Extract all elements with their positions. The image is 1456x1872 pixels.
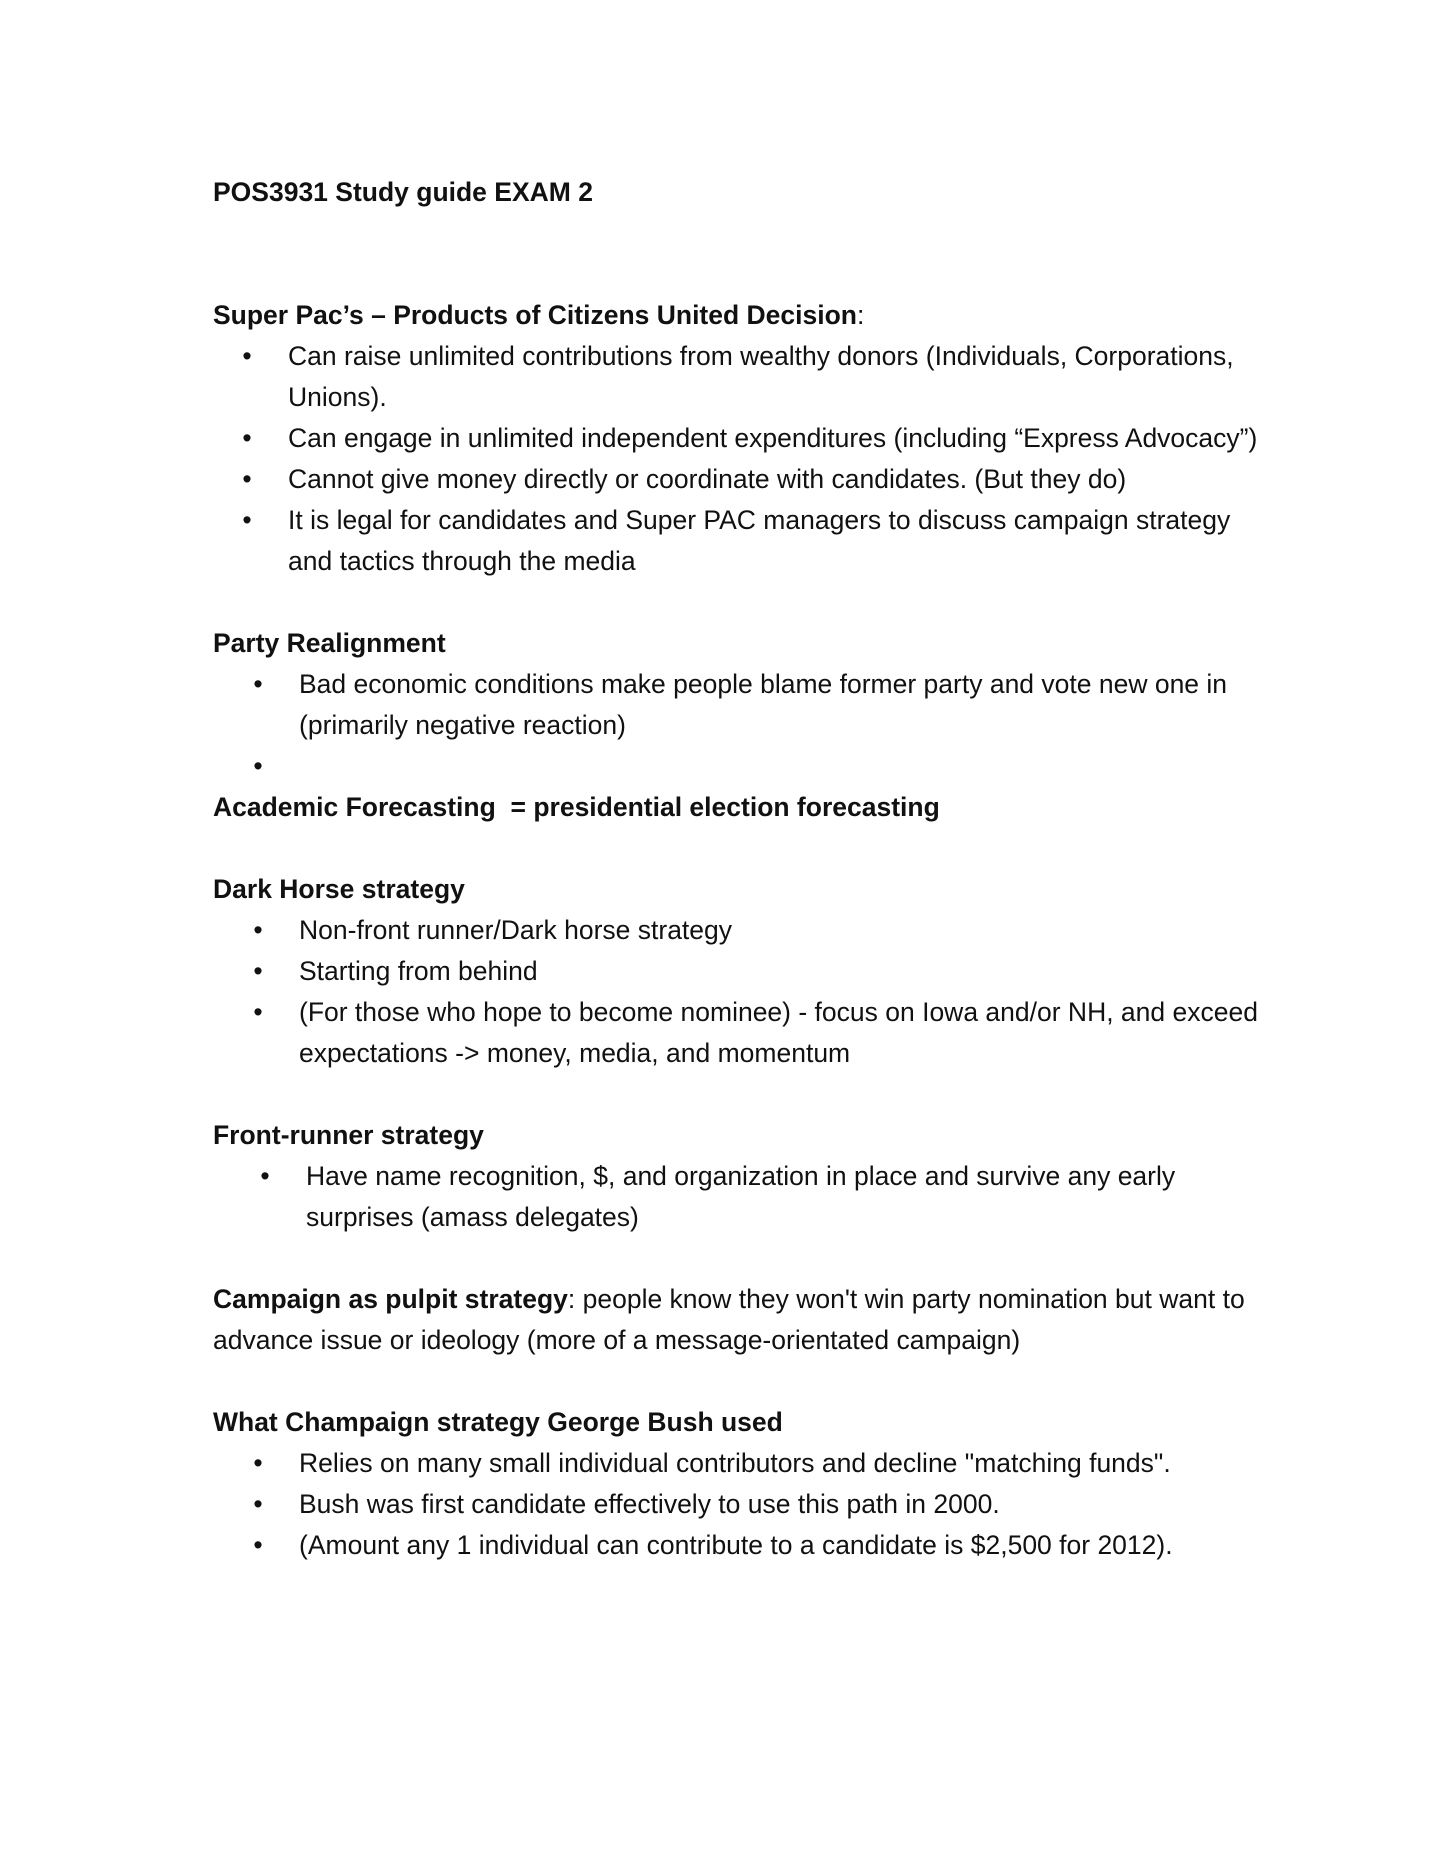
bullet-list: [213, 1156, 1273, 1238]
bullet-list: [213, 664, 1273, 787]
list-item-text: Can engage in unlimited independent expenditures (including “Express Advocacy”): [288, 423, 1258, 453]
list-item-text: Bush was first candidate effectively to use this path in 2000.: [299, 1489, 1000, 1519]
section-heading: Dark Horse strategy: [213, 874, 465, 904]
paragraph-lead: Campaign as pulpit strategy: [213, 1284, 568, 1314]
section-super-pac: [213, 295, 1273, 582]
bullet-icon: •: [260, 1161, 270, 1191]
list-item-text: Starting from behind: [299, 956, 538, 986]
list-item-text: Bad economic conditions make people blame former party and vote new one in (primarily negative reaction): [299, 669, 1228, 740]
bullet-icon: •: [253, 1489, 263, 1519]
paragraph-text: : people know they won't win party nomination but want to advance issue or ideology (more of a message-orientated campaign): [213, 1284, 1245, 1355]
list-item: [213, 746, 1273, 787]
spacer: [213, 582, 1273, 623]
bullet-icon: •: [242, 341, 252, 371]
heading-suffix: :: [857, 300, 865, 330]
list-item: [213, 951, 1273, 992]
spacer: [213, 828, 1273, 869]
list-item-text: Relies on many small individual contributors and decline "matching funds".: [299, 1448, 1171, 1478]
bullet-icon: •: [253, 669, 263, 699]
section-bush-strategy: [213, 1402, 1273, 1566]
list-item-text: (Amount any 1 individual can contribute to a candidate is $2,500 for 2012).: [299, 1530, 1173, 1560]
bullet-icon: •: [242, 505, 252, 535]
list-item: [213, 1525, 1273, 1566]
section-heading: What Champaign strategy George Bush used: [213, 1407, 783, 1437]
list-item: [213, 1156, 1273, 1238]
section-heading: Front-runner strategy: [213, 1120, 484, 1150]
list-item: [213, 500, 1273, 582]
bullet-icon: •: [253, 1530, 263, 1560]
list-item: [213, 910, 1273, 951]
list-item: [213, 336, 1273, 418]
list-item: [213, 664, 1273, 746]
bullet-icon: •: [253, 751, 263, 781]
bullet-list: [213, 910, 1273, 1074]
list-item: [213, 459, 1273, 500]
list-item-text: Non-front runner/Dark horse strategy: [299, 915, 733, 945]
section-front-runner: [213, 1115, 1273, 1238]
bullet-list: [213, 336, 1273, 582]
bullet-icon: •: [253, 997, 263, 1027]
bullet-icon: •: [253, 1448, 263, 1478]
section-party-realignment: [213, 623, 1273, 787]
bullet-icon: •: [253, 956, 263, 986]
section-pulpit: [213, 1279, 1273, 1361]
spacer: [213, 1361, 1273, 1402]
list-item-text: It is legal for candidates and Super PAC managers to discuss campaign strategy and tactics through the media: [288, 505, 1231, 576]
document-title: POS3931 Study guide EXAM 2: [213, 177, 593, 207]
heading-text: Super Pac’s – Products of Citizens United Decision: [213, 300, 857, 330]
bullet-icon: •: [242, 464, 252, 494]
bullet-list: [213, 1443, 1273, 1566]
list-item-text: Have name recognition, $, and organization in place and survive any early surprises (amass delegates): [306, 1161, 1176, 1232]
section-heading: Academic Forecasting = presidential election forecasting: [213, 792, 940, 822]
document-page: [213, 172, 1273, 1566]
spacer: [213, 1074, 1273, 1115]
bullet-icon: •: [242, 423, 252, 453]
spacer: [213, 213, 1273, 295]
list-item: [213, 418, 1273, 459]
list-item-text: Cannot give money directly or coordinate with candidates. (But they do): [288, 464, 1127, 494]
list-item: [213, 992, 1273, 1074]
list-item-text: Can raise unlimited contributions from wealthy donors (Individuals, Corporations, Unions).: [288, 341, 1234, 412]
section-heading: [213, 295, 1273, 336]
list-item: [213, 1484, 1273, 1525]
bullet-icon: •: [253, 915, 263, 945]
section-academic-forecasting: [213, 787, 1273, 828]
list-item-text: (For those who hope to become nominee) - focus on Iowa and/or NH, and exceed expectations -> money, media, and momentum: [299, 997, 1258, 1068]
paragraph: [213, 1279, 1273, 1361]
list-item-text: [299, 746, 1273, 787]
spacer: [213, 1238, 1273, 1279]
list-item: [213, 1443, 1273, 1484]
section-heading: Party Realignment: [213, 628, 446, 658]
section-dark-horse: [213, 869, 1273, 1074]
